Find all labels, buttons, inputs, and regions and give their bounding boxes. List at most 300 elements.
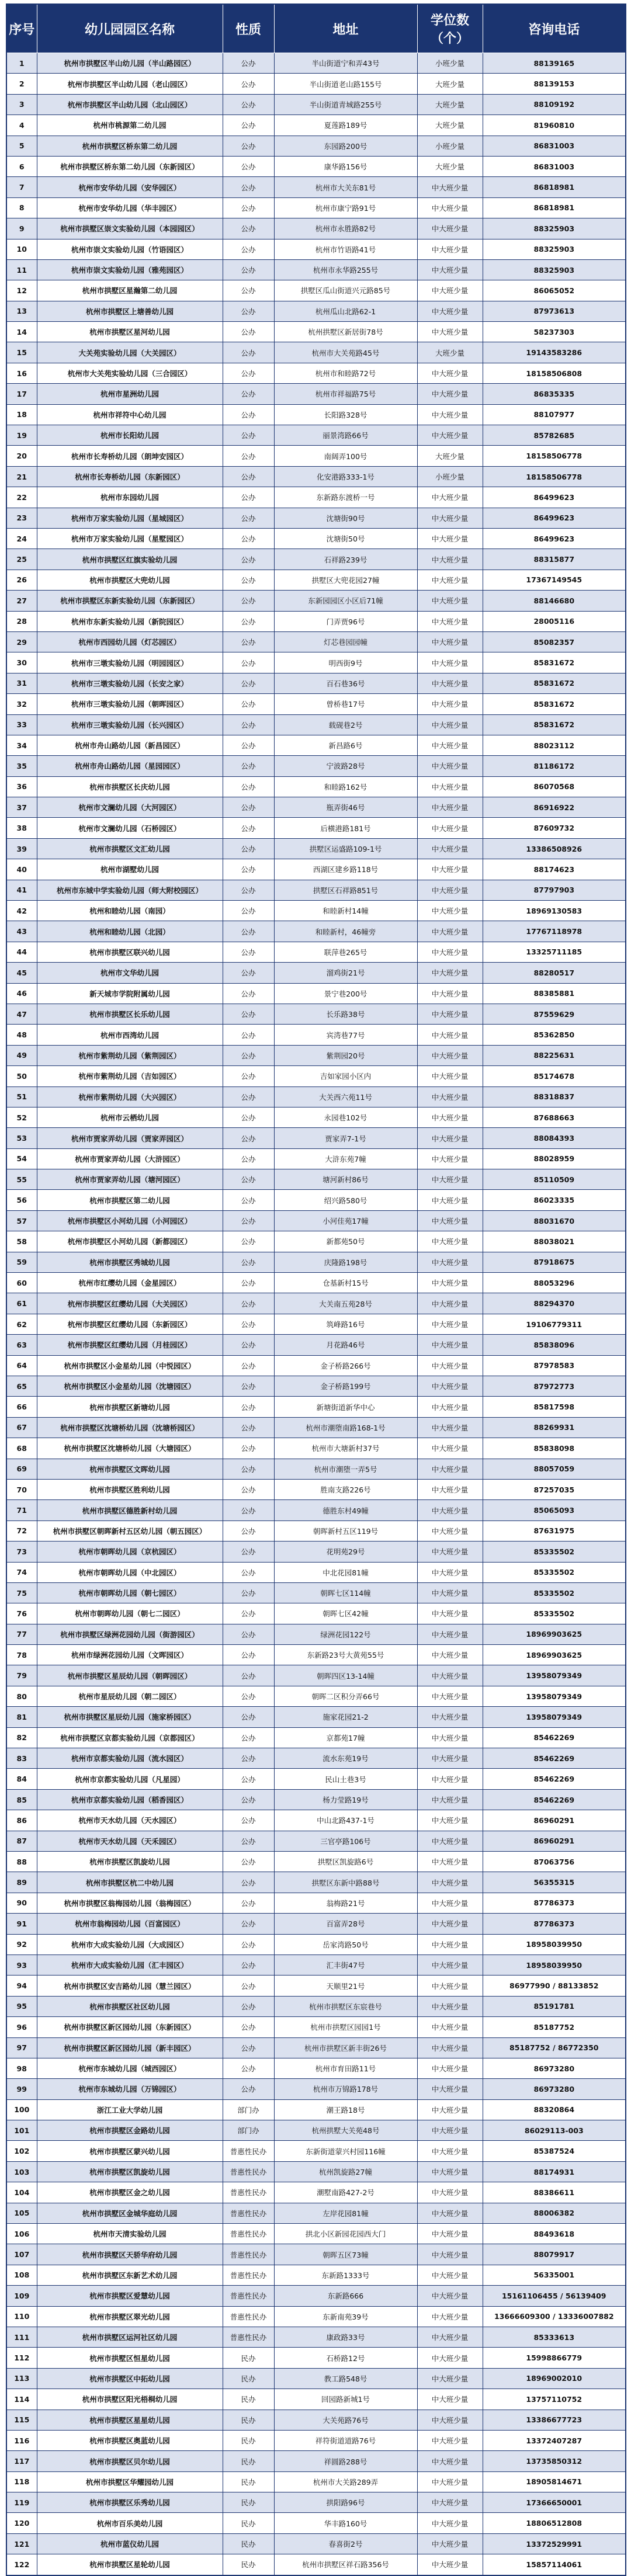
row-address: 景宁巷200号 (274, 983, 417, 1004)
row-name: 杭州市拱墅区新塘幼儿园 (37, 1397, 223, 1417)
row-no: 117 (6, 2451, 37, 2471)
row-type: 部门办 (223, 2120, 274, 2141)
row-name: 杭州市拱墅区中拓幼儿园 (37, 2368, 223, 2388)
table-row (6, 1748, 626, 1769)
row-phone: 88320864 (483, 2099, 626, 2120)
table-row (6, 1851, 626, 1872)
row-no: 55 (6, 1169, 37, 1190)
row-phone: 88325903 (483, 239, 626, 259)
row-no: 61 (6, 1293, 37, 1314)
row-phone: 56355315 (483, 1872, 626, 1893)
row-seats: 中大班少量 (417, 921, 483, 942)
row-type: 公办 (223, 1748, 274, 1769)
row-no: 8 (6, 197, 37, 218)
row-name: 杭州市桃源第二幼儿园 (37, 115, 223, 136)
row-no: 67 (6, 1417, 37, 1438)
row-name: 杭州市拱墅区小河幼儿园（新都园区） (37, 1231, 223, 1252)
row-address: 汇丰街47号 (274, 1954, 417, 1975)
row-phone: 87786373 (483, 1914, 626, 1934)
row-address: 杨力莹路19号 (274, 1789, 417, 1810)
row-type: 公办 (223, 2017, 274, 2037)
row-no: 48 (6, 1025, 37, 1045)
table-row (6, 466, 626, 487)
table-row (6, 487, 626, 508)
row-no: 81 (6, 1707, 37, 1727)
row-phone: 18806512808 (483, 2513, 626, 2533)
row-type: 公办 (223, 1438, 274, 1459)
row-no: 113 (6, 2368, 37, 2388)
table-row (6, 1397, 626, 1417)
row-name: 杭州市拱墅区半山幼儿园（北山园区） (37, 94, 223, 114)
row-seats: 中大班少量 (417, 1954, 483, 1975)
table-row (6, 1769, 626, 1789)
row-name: 杭州市拱墅区小金星幼儿园（沈塘园区） (37, 1376, 223, 1397)
row-seats: 中大班少量 (417, 2037, 483, 2058)
table-row (6, 2513, 626, 2533)
row-seats: 中大班少量 (417, 322, 483, 342)
row-phone: 13735850312 (483, 2451, 626, 2471)
row-phone: 17367149545 (483, 570, 626, 590)
row-address: 京都苑17幢 (274, 1727, 417, 1748)
row-phone: 88146680 (483, 591, 626, 611)
row-address: 花明苑29号 (274, 1542, 417, 1562)
table-row (6, 1831, 626, 1851)
row-address: 南阔弄100号 (274, 446, 417, 466)
row-phone: 88139153 (483, 74, 626, 94)
row-name: 杭州市拱墅区沈塘桥幼儿园（大塘园区） (37, 1438, 223, 1459)
row-seats: 中大班少量 (417, 1665, 483, 1686)
row-no: 30 (6, 652, 37, 673)
row-phone: 85191781 (483, 1996, 626, 2016)
row-seats: 中大班少量 (417, 1727, 483, 1748)
row-name: 杭州市长寿桥幼儿园（朗坤安园区） (37, 446, 223, 466)
row-address: 金子桥路266号 (274, 1355, 417, 1376)
row-seats: 中大班少量 (417, 1086, 483, 1107)
row-address: 百石巷36号 (274, 673, 417, 693)
row-type: 普惠性民办 (223, 2286, 274, 2306)
table-row (6, 776, 626, 797)
row-phone: 13372407287 (483, 2430, 626, 2450)
row-address: 半山街道宁和弄43号 (274, 53, 417, 74)
row-no: 119 (6, 2492, 37, 2513)
table-row (6, 2389, 626, 2410)
row-no: 78 (6, 1645, 37, 1665)
row-phone: 86023335 (483, 1190, 626, 1210)
row-no: 122 (6, 2554, 37, 2575)
row-type: 公办 (223, 1231, 274, 1252)
row-seats: 中大班少量 (417, 1397, 483, 1417)
row-type: 公办 (223, 466, 274, 487)
row-no: 31 (6, 673, 37, 693)
row-type: 公办 (223, 301, 274, 321)
table-row (6, 2410, 626, 2430)
row-phone: 88084393 (483, 1128, 626, 1148)
header-phone: 咨询电话 (483, 4, 626, 53)
row-no: 39 (6, 838, 37, 859)
row-type: 公办 (223, 1624, 274, 1644)
table-row (6, 197, 626, 218)
row-name: 杭州市东新实验幼儿园（新院园区） (37, 611, 223, 631)
row-address: 康政路33号 (274, 2327, 417, 2347)
table-row (6, 1025, 626, 1045)
row-seats: 中大班少量 (417, 1066, 483, 1086)
row-no: 5 (6, 136, 37, 156)
row-phone: 85187752 (483, 2017, 626, 2037)
row-type: 公办 (223, 1107, 274, 1127)
row-type: 民办 (223, 2471, 274, 2492)
row-phone: 18969903625 (483, 1624, 626, 1644)
row-address: 回园路新城1号 (274, 2389, 417, 2410)
row-address: 潮墅南路427-2号 (274, 2182, 417, 2203)
row-name: 杭州市万家实验幼儿园（星墅园区） (37, 528, 223, 548)
row-seats: 中大班少量 (417, 1851, 483, 1872)
table-row (6, 425, 626, 446)
row-address: 长乐路38号 (274, 1004, 417, 1024)
row-no: 36 (6, 776, 37, 797)
row-type: 公办 (223, 838, 274, 859)
row-seats: 中大班少量 (417, 818, 483, 838)
row-phone: 87609732 (483, 818, 626, 838)
row-seats: 中大班少量 (417, 425, 483, 446)
table-row (6, 1603, 626, 1624)
table-row (6, 652, 626, 673)
row-address: 杭州拱墅大关苑48号 (274, 2120, 417, 2141)
row-seats: 大班少量 (417, 156, 483, 176)
row-address: 拱墅区凯旋路6号 (274, 1851, 417, 1872)
row-address: 拱墅区东新中路88号 (274, 1872, 417, 1893)
row-phone: 86960291 (483, 1810, 626, 1831)
row-type: 民办 (223, 2348, 274, 2368)
row-address: 祥符街道道路76号 (274, 2430, 417, 2450)
row-no: 50 (6, 1066, 37, 1086)
row-no: 111 (6, 2327, 37, 2347)
row-phone: 88031670 (483, 1210, 626, 1231)
table-row (6, 818, 626, 838)
row-no: 56 (6, 1190, 37, 1210)
row-phone: 13325711185 (483, 942, 626, 962)
row-phone: 17767118978 (483, 921, 626, 942)
row-type: 民办 (223, 2513, 274, 2533)
table-row (6, 2306, 626, 2327)
row-type: 民办 (223, 2430, 274, 2450)
row-seats: 中大班少量 (417, 1500, 483, 1520)
table-row (6, 2058, 626, 2078)
row-type: 公办 (223, 1004, 274, 1024)
row-type: 公办 (223, 1459, 274, 1479)
row-name: 杭州市拱墅区东新实验幼儿园（东新园区） (37, 591, 223, 611)
row-type: 公办 (223, 1582, 274, 1603)
row-seats: 中大班少量 (417, 1231, 483, 1252)
row-type: 公办 (223, 1603, 274, 1624)
row-type: 普惠性民办 (223, 2161, 274, 2182)
row-type: 公办 (223, 1520, 274, 1541)
row-type: 普惠性民办 (223, 2327, 274, 2347)
row-address: 祥圆路288号 (274, 2451, 417, 2471)
row-name: 杭州市三墩实验幼儿园（长兴园区） (37, 714, 223, 735)
row-address: 杭州凯旋路27幢 (274, 2161, 417, 2182)
row-name: 杭州市拱墅区翁梅园幼儿园（翁梅园区） (37, 1893, 223, 1913)
row-seats: 中大班少量 (417, 1914, 483, 1934)
row-name: 杭州市拱墅区文晖幼儿园 (37, 1459, 223, 1479)
table-row (6, 838, 626, 859)
table-row (6, 756, 626, 776)
row-no: 45 (6, 963, 37, 983)
row-phone: 85831672 (483, 652, 626, 673)
row-no: 101 (6, 2120, 37, 2141)
row-address: 拱墅区石祥路851号 (274, 880, 417, 900)
row-seats: 中大班少量 (417, 2141, 483, 2161)
row-seats: 中大班少量 (417, 1169, 483, 1190)
row-seats: 大班少量 (417, 342, 483, 363)
row-no: 103 (6, 2161, 37, 2182)
row-name: 杭州市拱墅区星河幼儿园 (37, 322, 223, 342)
row-type: 公办 (223, 259, 274, 280)
table-row (6, 1314, 626, 1334)
row-address: 杭州市永胜路82号 (274, 218, 417, 239)
row-phone: 86977990 / 88133852 (483, 1976, 626, 1996)
row-phone: 85838098 (483, 1438, 626, 1459)
row-seats: 中大班少量 (417, 1872, 483, 1893)
row-type: 民办 (223, 2554, 274, 2575)
row-type: 公办 (223, 1128, 274, 1148)
row-name: 杭州市拱墅区星轮幼儿园 (37, 2554, 223, 2575)
row-seats: 中大班少量 (417, 1128, 483, 1148)
row-address: 宁波路28号 (274, 756, 417, 776)
row-phone: 18969130583 (483, 901, 626, 921)
row-address: 和睦新村14幢 (274, 901, 417, 921)
row-address: 绿洲花园122号 (274, 1624, 417, 1644)
table-row (6, 1004, 626, 1024)
row-type: 公办 (223, 1293, 274, 1314)
row-no: 10 (6, 239, 37, 259)
row-phone: 86835335 (483, 384, 626, 404)
row-type: 公办 (223, 1665, 274, 1686)
row-type: 普惠性民办 (223, 2141, 274, 2161)
row-type: 公办 (223, 1086, 274, 1107)
row-name: 杭州市拱墅区翠光幼儿园 (37, 2306, 223, 2327)
row-seats: 中大班少量 (417, 756, 483, 776)
row-type: 公办 (223, 880, 274, 900)
row-seats: 中大班少量 (417, 2286, 483, 2306)
row-seats: 中大班少量 (417, 528, 483, 548)
row-seats: 中大班少量 (417, 1045, 483, 1065)
row-type: 公办 (223, 756, 274, 776)
row-type: 公办 (223, 1210, 274, 1231)
row-address: 华丰路160号 (274, 2513, 417, 2533)
row-name: 杭州市拱墅区恒星幼儿园 (37, 2348, 223, 2368)
row-type: 公办 (223, 1273, 274, 1293)
row-seats: 中大班少量 (417, 2120, 483, 2141)
row-phone: 86499623 (483, 528, 626, 548)
row-seats: 中大班少量 (417, 983, 483, 1004)
row-phone: 85335502 (483, 1582, 626, 1603)
row-seats: 中大班少量 (417, 177, 483, 197)
row-name: 杭州市拱墅区长庆幼儿园 (37, 776, 223, 797)
row-address: 曾桥巷17号 (274, 694, 417, 714)
table-row (6, 2203, 626, 2223)
table-row (6, 631, 626, 652)
row-no: 68 (6, 1438, 37, 1459)
table-row (6, 1624, 626, 1644)
row-seats: 中大班少量 (417, 570, 483, 590)
row-name: 杭州市星洲幼儿园 (37, 384, 223, 404)
row-seats: 中大班少量 (417, 652, 483, 673)
table-row (6, 1376, 626, 1397)
row-name: 杭州市拱墅区半山幼儿园（半山路园区） (37, 53, 223, 74)
row-type: 公办 (223, 1314, 274, 1334)
row-type: 公办 (223, 1025, 274, 1045)
row-type: 民办 (223, 2368, 274, 2388)
row-name: 杭州市拱墅区胜利幼儿园 (37, 1479, 223, 1499)
row-seats: 中大班少量 (417, 631, 483, 652)
row-seats: 中大班少量 (417, 1893, 483, 1913)
row-seats: 中大班少量 (417, 2306, 483, 2327)
table-row (6, 673, 626, 693)
table-row (6, 1479, 626, 1499)
row-no: 59 (6, 1252, 37, 1272)
row-address: 永园巷102号 (274, 1107, 417, 1127)
row-address: 德胜东村49幢 (274, 1500, 417, 1520)
row-type: 民办 (223, 2492, 274, 2513)
row-name: 杭州市拱墅区东新艺术幼儿园 (37, 2265, 223, 2285)
table-row (6, 1645, 626, 1665)
row-address: 沈塘街90号 (274, 508, 417, 528)
row-type: 公办 (223, 1252, 274, 1272)
table-row (6, 1542, 626, 1562)
table-row (6, 1707, 626, 1727)
row-address: 天顺里21号 (274, 1976, 417, 1996)
row-type: 公办 (223, 1397, 274, 1417)
table-row (6, 2224, 626, 2244)
row-type: 公办 (223, 1169, 274, 1190)
row-type: 公办 (223, 1335, 274, 1355)
row-address: 杭州市永华路255号 (274, 259, 417, 280)
row-type: 公办 (223, 1893, 274, 1913)
row-no: 1 (6, 53, 37, 74)
row-phone: 88386611 (483, 2182, 626, 2203)
table-row (6, 53, 626, 74)
row-no: 34 (6, 735, 37, 755)
row-no: 64 (6, 1355, 37, 1376)
row-address: 东新园园区小区后71幢 (274, 591, 417, 611)
table-row (6, 611, 626, 631)
row-seats: 中大班少量 (417, 942, 483, 962)
row-seats: 中大班少量 (417, 880, 483, 900)
row-address: 杭州市拱墅区东宸巷号 (274, 1996, 417, 2016)
table-row (6, 797, 626, 818)
row-no: 17 (6, 384, 37, 404)
row-name: 杭州市大关苑实验幼儿园（三合园区） (37, 363, 223, 383)
row-name: 杭州市拱墅区安吉路幼儿园（慧兰园区） (37, 1976, 223, 1996)
row-address: 塘河新村86号 (274, 1169, 417, 1190)
row-seats: 中大班少量 (417, 1542, 483, 1562)
table-row (6, 2079, 626, 2099)
row-phone: 87063756 (483, 1851, 626, 1872)
row-name: 杭州市拱墅区文汇幼儿园 (37, 838, 223, 859)
row-seats: 中大班少量 (417, 797, 483, 818)
row-type: 公办 (223, 921, 274, 942)
row-no: 16 (6, 363, 37, 383)
row-seats: 中大班少量 (417, 1769, 483, 1789)
row-no: 87 (6, 1831, 37, 1851)
row-type: 公办 (223, 322, 274, 342)
row-phone: 86831003 (483, 156, 626, 176)
row-phone: 15998866779 (483, 2348, 626, 2368)
row-type: 公办 (223, 570, 274, 590)
row-no: 37 (6, 797, 37, 818)
row-phone: 13372529991 (483, 2533, 626, 2554)
row-type: 公办 (223, 631, 274, 652)
row-no: 52 (6, 1107, 37, 1127)
row-phone: 85187752 / 86772350 (483, 2037, 626, 2058)
row-no: 54 (6, 1148, 37, 1169)
row-address: 新昌路6号 (274, 735, 417, 755)
row-seats: 中大班少量 (417, 2389, 483, 2410)
row-seats: 中大班少量 (417, 611, 483, 631)
row-phone: 85082357 (483, 631, 626, 652)
row-type: 公办 (223, 1686, 274, 1706)
row-type: 公办 (223, 591, 274, 611)
row-type: 公办 (223, 1500, 274, 1520)
row-phone: 86029113-003 (483, 2120, 626, 2141)
row-phone: 88053296 (483, 1273, 626, 1293)
row-seats: 中大班少量 (417, 2451, 483, 2471)
row-type: 公办 (223, 1976, 274, 1996)
row-address: 拱墅区瓜山街道兴元路85号 (274, 280, 417, 301)
row-seats: 中大班少量 (417, 2368, 483, 2388)
row-type: 普惠性民办 (223, 2306, 274, 2327)
table-row (6, 2327, 626, 2347)
row-phone: 85335502 (483, 1562, 626, 1582)
row-name: 杭州市拱墅区星星幼儿园 (37, 2410, 223, 2430)
row-phone: 17366650001 (483, 2492, 626, 2513)
row-name: 杭州市拱墅区蒙兴幼儿园 (37, 2141, 223, 2161)
row-no: 7 (6, 177, 37, 197)
table-row (6, 2120, 626, 2141)
row-phone: 86499623 (483, 487, 626, 508)
table-row (6, 942, 626, 962)
table-row (6, 1562, 626, 1582)
row-name: 杭州市星辰幼儿园（朝二园区） (37, 1686, 223, 1706)
row-no: 22 (6, 487, 37, 508)
row-phone: 13958079349 (483, 1665, 626, 1686)
row-seats: 中大班少量 (417, 1748, 483, 1769)
row-name: 杭州市拱墅区新区园幼儿园（新丰园区） (37, 2037, 223, 2058)
row-seats: 中大班少量 (417, 1996, 483, 2016)
row-seats: 中大班少量 (417, 735, 483, 755)
row-no: 75 (6, 1582, 37, 1603)
row-no: 32 (6, 694, 37, 714)
row-address: 大关西六苑11号 (274, 1086, 417, 1107)
row-address: 半山街道老山路155号 (274, 74, 417, 94)
row-no: 49 (6, 1045, 37, 1065)
row-type: 公办 (223, 1645, 274, 1665)
table-row (6, 1976, 626, 1996)
row-address: 夏莲路189号 (274, 115, 417, 136)
row-type: 公办 (223, 446, 274, 466)
row-phone: 85333613 (483, 2327, 626, 2347)
row-type: 公办 (223, 1045, 274, 1065)
row-phone: 85462269 (483, 1727, 626, 1748)
row-address: 杭州市竹语路41号 (274, 239, 417, 259)
row-no: 60 (6, 1273, 37, 1293)
row-seats: 中大班少量 (417, 859, 483, 880)
row-address: 东园路200号 (274, 136, 417, 156)
table-row (6, 218, 626, 239)
row-no: 21 (6, 466, 37, 487)
table-row (6, 1190, 626, 1210)
row-address: 中北花园81幢 (274, 1562, 417, 1582)
